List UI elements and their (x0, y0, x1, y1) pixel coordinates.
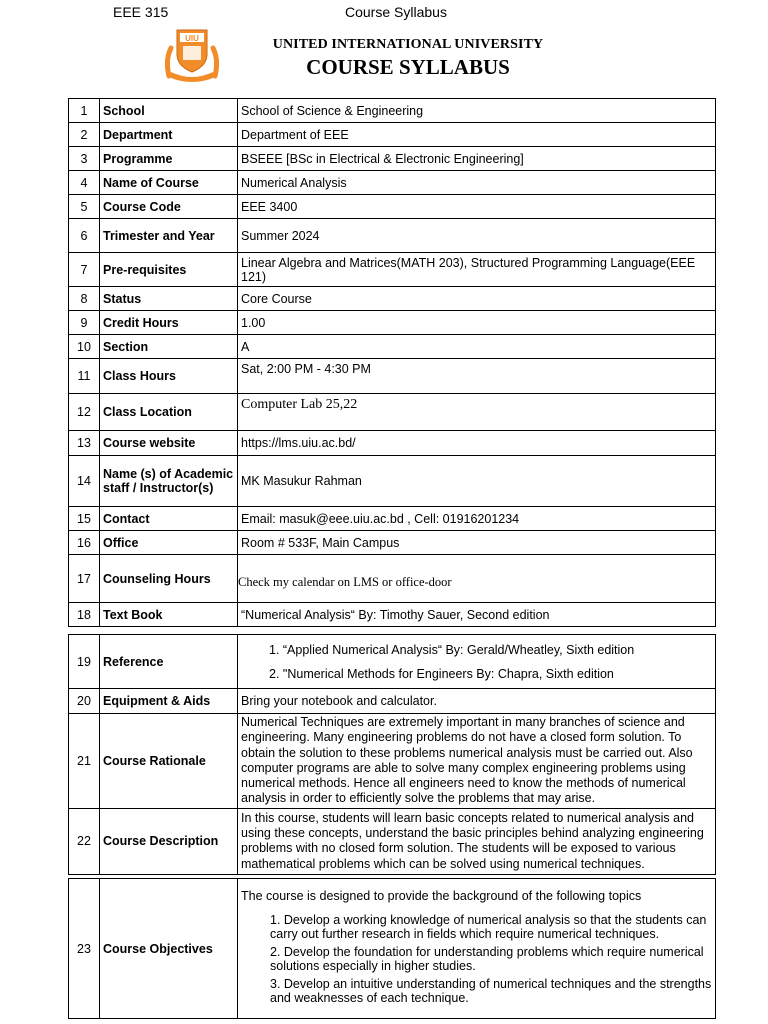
row-label: Credit Hours (100, 311, 238, 335)
header-course-code: EEE 315 (113, 4, 169, 20)
row-label: Class Location (100, 394, 238, 431)
row-number: 22 (69, 808, 100, 874)
row-value (238, 635, 716, 689)
reference-item: 2. "Numerical Methods for Engineers By: Chapra, Sixth edition (269, 666, 614, 681)
university-name: UNITED INTERNATIONAL UNIVERSITY (272, 37, 544, 52)
syllabus-table-part3 (68, 878, 716, 1019)
row-number: 17 (69, 555, 100, 603)
table-row (69, 99, 716, 123)
row-label: School (100, 99, 238, 123)
row-value: Room # 533F, Main Campus (238, 531, 716, 555)
row-value: “Numerical Analysis“ By: Timothy Sauer, Second edition (238, 603, 716, 627)
row-number: 23 (69, 879, 100, 1019)
row-number: 2 (69, 123, 100, 147)
table-row (69, 287, 716, 311)
table-row (69, 335, 716, 359)
objectives-intro: The course is designed to provide the background of the following topics (241, 889, 642, 903)
row-value: Check my calendar on LMS or office-door (238, 555, 716, 603)
row-number: 21 (69, 714, 100, 809)
row-value: Sat, 2:00 PM - 4:30 PM (238, 359, 716, 394)
table-row (69, 635, 716, 689)
row-value: School of Science & Engineering (238, 99, 716, 123)
row-value: In this course, students will learn basic concepts related to numerical analysis and using these concepts, understand the basic principles behind analyzing engineering problems with no closed form solution. The students will be exposed to various mathematical problems which can be solved using numerical techniques. (238, 808, 716, 874)
row-number: 20 (69, 689, 100, 714)
row-value: Core Course (238, 287, 716, 311)
row-number: 10 (69, 335, 100, 359)
logo-text: UIU (185, 34, 199, 43)
header-doc-label: Course Syllabus (345, 4, 447, 20)
row-value: https://lms.uiu.ac.bd/ (238, 431, 716, 456)
row-value: Linear Algebra and Matrices(MATH 203), Structured Programming Language(EEE 121) (238, 253, 716, 287)
table-row (69, 431, 716, 456)
row-label: Programme (100, 147, 238, 171)
table-row (69, 879, 716, 1019)
row-label: Course website (100, 431, 238, 456)
document-title: COURSE SYLLABUS (306, 55, 510, 79)
table-row (69, 394, 716, 431)
row-value: A (238, 335, 716, 359)
table-row (69, 555, 716, 603)
row-value: EEE 3400 (238, 195, 716, 219)
row-label: Status (100, 287, 238, 311)
row-value: MK Masukur Rahman (238, 456, 716, 507)
row-number: 12 (69, 394, 100, 431)
row-number: 16 (69, 531, 100, 555)
row-value: BSEEE [BSc in Electrical & Electronic Engineering] (238, 147, 716, 171)
table-row (69, 123, 716, 147)
row-number: 8 (69, 287, 100, 311)
row-value: Department of EEE (238, 123, 716, 147)
syllabus-table-part2 (68, 634, 716, 875)
reference-item: 1. “Applied Numerical Analysis“ By: Gerald/Wheatley, Sixth edition (269, 642, 635, 657)
row-label: Reference (100, 635, 238, 689)
table-row (69, 311, 716, 335)
syllabus-table-part1 (68, 98, 716, 627)
row-number: 6 (69, 219, 100, 253)
row-label: Counseling Hours (100, 555, 238, 603)
table-row (69, 147, 716, 171)
reference-list (241, 643, 712, 681)
table-row (69, 219, 716, 253)
table-row (69, 531, 716, 555)
table-row (69, 808, 716, 874)
row-label: Text Book (100, 603, 238, 627)
row-label: Course Rationale (100, 714, 238, 809)
row-label: Department (100, 123, 238, 147)
university-logo (163, 26, 221, 82)
row-number: 9 (69, 311, 100, 335)
row-label: Name (s) of Academic staff / Instructor(s) (100, 456, 238, 507)
objective-item: 1. Develop a working knowledge of numerical analysis so that the students can carry out further research in fields which require numerical techniques. (270, 913, 707, 941)
row-value: Bring your notebook and calculator. (238, 689, 716, 714)
row-label: Course Objectives (100, 879, 238, 1019)
table-row (69, 171, 716, 195)
table-row (69, 603, 716, 627)
row-label: Contact (100, 507, 238, 531)
table-row (69, 253, 716, 287)
row-value: Computer Lab 25,22 (238, 394, 716, 431)
row-number: 15 (69, 507, 100, 531)
row-label: Course Code (100, 195, 238, 219)
row-label: Pre-requisites (100, 253, 238, 287)
table-row (69, 359, 716, 394)
row-label: Trimester and Year (100, 219, 238, 253)
row-number: 11 (69, 359, 100, 394)
row-label: Course Description (100, 808, 238, 874)
row-label: Equipment & Aids (100, 689, 238, 714)
row-number: 7 (69, 253, 100, 287)
row-value: Summer 2024 (238, 219, 716, 253)
row-number: 19 (69, 635, 100, 689)
objective-item: 2. Develop the foundation for understanding problems which require numerical solutions especially in higher studies. (270, 945, 704, 973)
row-number: 3 (69, 147, 100, 171)
row-label: Name of Course (100, 171, 238, 195)
row-number: 1 (69, 99, 100, 123)
row-value (238, 879, 716, 1019)
row-value: 1.00 (238, 311, 716, 335)
row-number: 14 (69, 456, 100, 507)
objective-item: 3. Develop an intuitive understanding of numerical techniques and the strengths and weaknesses of each technique. (270, 977, 712, 1005)
row-number: 5 (69, 195, 100, 219)
row-label: Office (100, 531, 238, 555)
row-number: 13 (69, 431, 100, 456)
row-value: Numerical Techniques are extremely important in many branches of science and engineering. Many engineering problems do not have a closed form solution. To obtain the solution to these problems numerical analysis must be carried out. Also computer programs are able to solve many complex engineering problems using numerical methods. Hence all engineers need to know the methods of numerical analysis in order to efficiently solve the problems that may arise. (238, 714, 716, 809)
row-number: 4 (69, 171, 100, 195)
table-row (69, 507, 716, 531)
table-row (69, 714, 716, 809)
table-row (69, 689, 716, 714)
row-value: Numerical Analysis (238, 171, 716, 195)
row-value: Email: masuk@eee.uiu.ac.bd , Cell: 01916201234 (238, 507, 716, 531)
table-row (69, 456, 716, 507)
row-label: Class Hours (100, 359, 238, 394)
row-number: 18 (69, 603, 100, 627)
table-row (69, 195, 716, 219)
row-label: Section (100, 335, 238, 359)
